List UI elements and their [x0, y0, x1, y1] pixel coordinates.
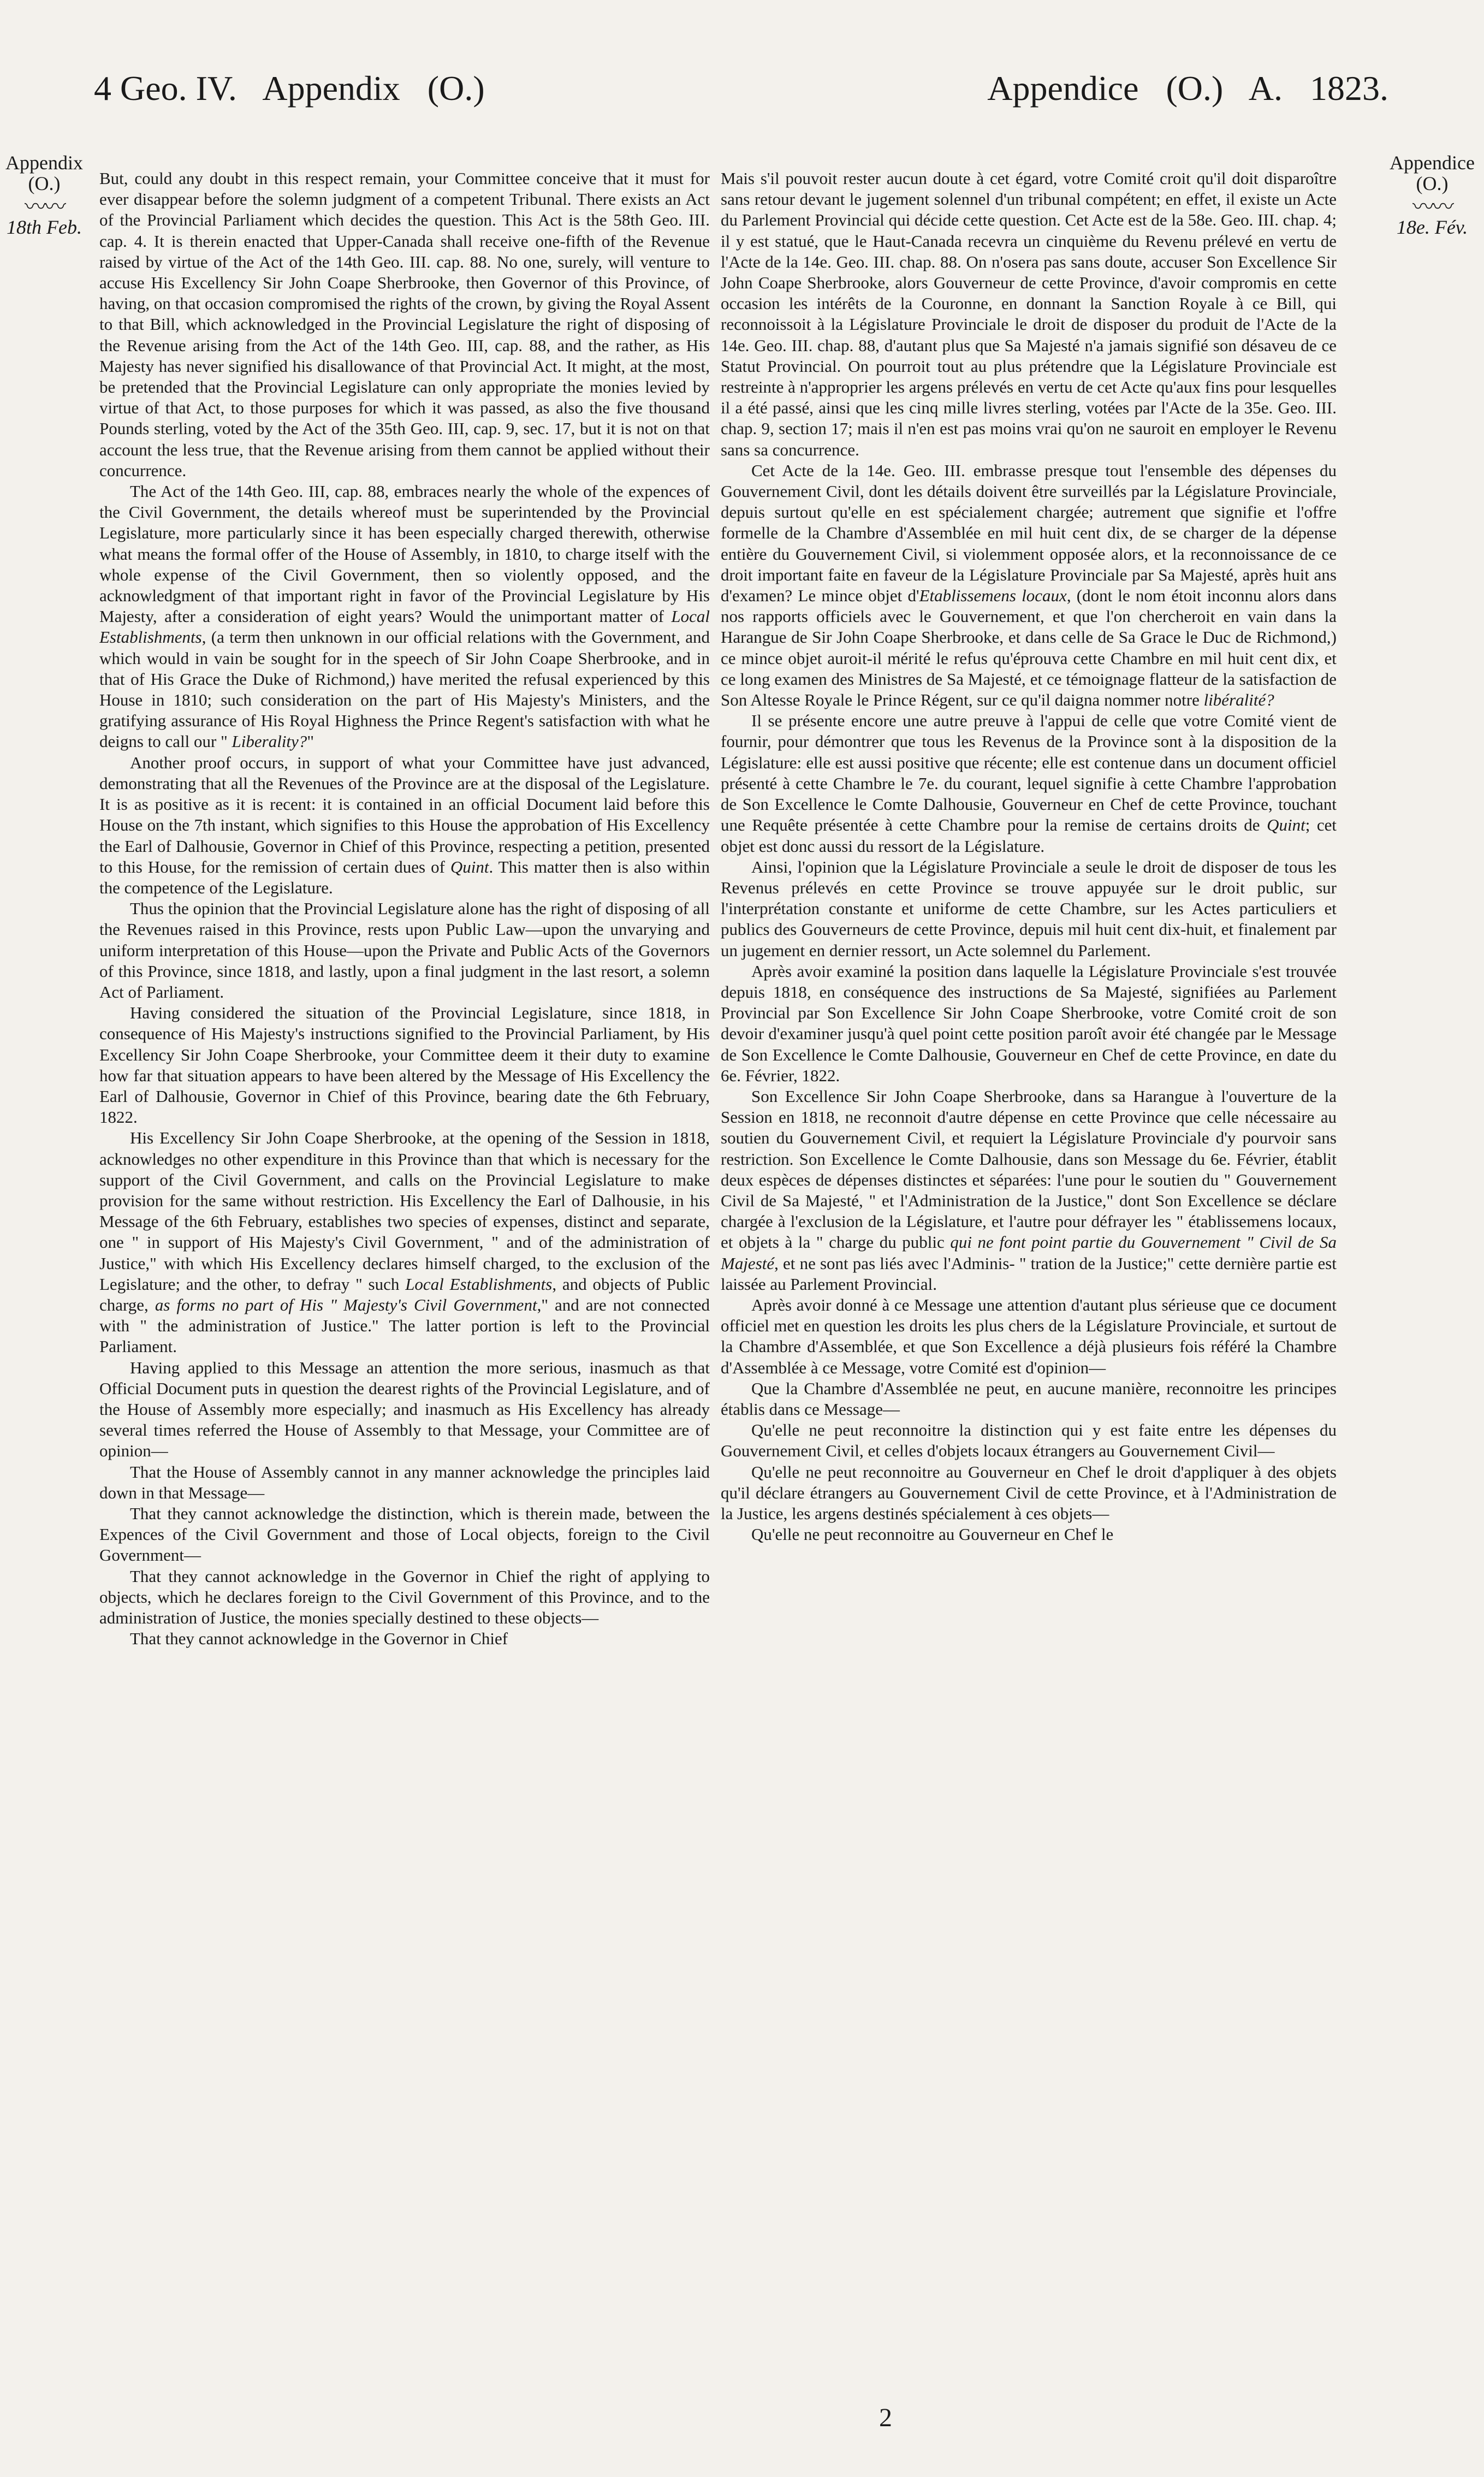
paragraph: Cet Acte de la 14e. Geo. III. embrasse presque tout l'ensemble des dépenses du Gouvernement Civil, dont les détails doivent être surveillés par la Législature Provinciale, depuis surtout qu'elle en est spécialement chargée; autrement que signifie et l'offre formelle de la Chambre d'Assemblée en mil huit cent dix, de se charger de la dépense entière du Gouvernement Civil, si violemment opposée alors, et la reconnoissance de ce droit important faite en faveur de la Législature Provinciale par Sa Majesté, après huit ans d'examen? Le mince objet d'Etablissemens locaux, (dont le nom étoit inconnu alors dans nos rapports officiels avec le Gouvernement, et que l'on chercheroit en vain dans la Harangue de Sir John Coape Sherbrooke, et dans celle de Sa Grace le Duc de Richmond,) ce mince objet auroit-il mérité le refus qu'éprouva cette Chambre en mil huit cent dix, et ce long examen des Ministres de Sa Majesté, et ce témoignage flatteur de la satisfaction de Son Altesse Royale le Prince Régent, sur ce qu'il daigna nommer notre libéralité? [721, 460, 1337, 710]
header-appendix: Appendix [262, 69, 400, 108]
paragraph: Il se présente encore une autre preuve à l'appui de celle que votre Comité vient de fournir, pour démontrer que tous les Revenus de la Province sont à la disposition de la Législature: elle est aussi positive que récente; elle est contenue dans un document officiel présenté à cette Chambre le 7e. du courant, lequel signifie à cette Chambre l'approbation de Son Excellence le Comte Dalhousie, Gouverneur en Chef de cette Province, touchant une Requête présentée à cette Chambre pour la remise de certains droits de Quint; cet objet est donc aussi du ressort de la Législature. [721, 711, 1337, 856]
running-header-left [94, 71, 485, 106]
paragraph: That the House of Assembly cannot in any manner acknowledge the principles laid down in that Message— [99, 1462, 710, 1502]
paragraph: Having applied to this Message an attention the more serious, inasmuch as that Official Document puts in question the dearest rights of the Provincial Legislature, and of the House of Assembly more especially; and inasmuch as His Excellency has already several times referred the House of Assembly to that Message, your Committee are of opinion— [99, 1358, 710, 1461]
paragraph: Après avoir donné à ce Message une attention d'autant plus sérieuse que ce document officiel met en question les droits les plus chers de la Législature Provinciale, et surtout de la Chambre d'Assemblée, et que Son Excellence a déjà plusieurs fois référé la Chambre d'Assemblée à ce Message, votre Comité est d'opinion— [721, 1295, 1337, 1377]
english-column [99, 168, 710, 2391]
paragraph: Qu'elle ne peut reconnoitre au Gouverneur en Chef le droit d'appliquer à des objets qu'il déclare étrangers au Gouvernement Civil de cette Province, et à l'Administration de la Justice, les argens destinés spécialement à ces objets— [721, 1462, 1337, 1523]
page-folio: 2 [879, 2403, 892, 2432]
paragraph: Que la Chambre d'Assemblée ne peut, en aucune manière, reconnoitre les principes établis dans ce Message— [721, 1378, 1337, 1419]
paragraph: But, could any doubt in this respect remain, your Committee conceive that it must for ever disappear before the solemn judgment of a competent Tribunal. There exists an Act of the Provincial Parliament which decides the question. This Act is the 58th Geo. III. cap. 4. It is therein enacted that Upper-Canada shall receive one-fifth of the Revenue raised by virtue of the Act of the 14th Geo. III. cap. 88. No one, surely, will venture to accuse His Excellency Sir John Coape Sherbrooke, then Governor of this Province, of having, on that occasion compromised the rights of the crown, by giving the Royal Assent to that Bill, which acknowledged in the Provincial Legislature the right of disposing of the Revenue arising from the Act of the 14th Geo. III, cap. 88, and the rather, as His Majesty has never signified his disallowance of that Provincial Act. It might, at the most, be pretended that the Provincial Legislature can only appropriate the monies levied by virtue of that Act, to those purposes for which it was passed, as also the five thousand Pounds sterling, voted by the Act of the 35th Geo. III, cap. 9, sec. 17, but it is not on that account the less true, that the Revenue arising from them cannot be applied without their concurrence. [99, 169, 710, 480]
margin-date-fr: 18e. Fév. [1396, 216, 1468, 238]
header-appendice: Appendice [987, 69, 1139, 108]
margin-note-right [1386, 153, 1479, 238]
running-header-right [987, 71, 1388, 106]
paragraph: Thus the opinion that the Provincial Legislature alone has the right of disposing of all the Revenues raised in this Province, rests upon Public Law—upon the unvarying and uniform interpretation of this House—upon the Private and Public Acts of the Governors of this Province, since 1818, and lastly, upon a final judgment in the last resort, a solemn Act of Parliament. [99, 899, 710, 1002]
paragraph: Ainsi, l'opinion que la Législature Provinciale a seule le droit de disposer de tous les Revenus prélevés en cette Province se trouve appuyée sur le droit public, sur l'interprétation constante et uniforme de cette Chambre, sur les Actes particuliers et publics des Gouverneurs de cette Province, depuis mil huit cent dix-huit, et finalement par un jugement en dernier ressort, un Acte solemnel du Parlement. [721, 857, 1337, 960]
margin-appendix: Appendix [5, 152, 83, 174]
paragraph: That they cannot acknowledge the distinction, which is therein made, between the Expences of the Civil Government and those of Local objects, foreign to the Civil Government— [99, 1504, 710, 1565]
margin-mark-fr: (O.) [1416, 172, 1449, 194]
header-year: 1823. [1310, 69, 1388, 108]
paragraph: That they cannot acknowledge in the Governor in Chief [130, 1629, 508, 1649]
margin-note-left [3, 153, 85, 238]
paragraph: Qu'elle ne peut reconnoitre au Gouverneur en Chef le [751, 1525, 1114, 1544]
header-letter: A. [1248, 69, 1283, 108]
swash-ornament: 〰〰 [25, 194, 64, 219]
paragraph: Son Excellence Sir John Coape Sherbrooke, dans sa Harangue à l'ouverture de la Session en 1818, ne reconnoit d'autre dépense en cette Province que celle nécessaire au soutien du Gouvernement Civil, et requiert la Législature Provinciale d'y pourvoir sans restriction. Son Excellence le Comte Dalhousie, dans son Message du 6e. Février, établit deux espèces de dépenses distinctes et séparées: l'une pour le soutien du " Gouvernement Civil de Sa Majesté, " et l'Administration de la Justice," dont Son Excellence se déclare chargée à l'exclusion de la Législature, et l'autre pour défrayer les " établissemens locaux, et objets à la " charge du public qui ne font point partie du Gouvernement " Civil de Sa Majesté, et ne sont pas liés avec l'Adminis- " tration de la Justice;" cette dernière partie est laissée au Parlement Provincial. [721, 1086, 1337, 1294]
header-mark: (O.) [427, 69, 485, 108]
paragraph: Having considered the situation of the Provincial Legislature, since 1818, in consequence of His Majesty's instructions signified to the Provincial Parliament, by His Excellency Sir John Coape Sherbrooke, your Committee deem it their duty to examine how far that situation appears to have been altered by the Message of His Excellency the Earl of Dalhousie, Governor in Chief of this Province, bearing date the 6th February, 1822. [99, 1003, 710, 1127]
paragraph: The Act of the 14th Geo. III, cap. 88, embraces nearly the whole of the expences of the Civil Government, the details whereof must be superintended by the Provincial Legislature, more particularly since it has been especially charged therewith, otherwise what means the formal offer of the House of Assembly, in 1810, to charge itself with the whole expense of the Civil Government, then so violently opposed, and the acknowledgment of that important right in favor of the Provincial Legislature by His Majesty, after a consideration of eight years? Would the unimportant matter of Local Establishments, (a term then unknown in our official relations with the Government, and which would in vain be sought for in the speech of Sir John Coape Sherbrooke, and in that of His Grace the Duke of Richmond,) have merited the refusal experienced by this House in 1810; such consideration on the part of His Majesty's Ministers, and the gratifying assurance of His Royal Highness the Prince Regent's satisfaction with what he deigns to call our " Liberality?" [99, 482, 710, 751]
paragraph: Another proof occurs, in support of what your Committee have just advanced, demonstrating that all the Revenues of the Province are at the disposal of the Legislature. It is as positive as it is recent: it is contained in an official Document laid before this House on the 7th instant, which signifies to this House the approbation of His Excellency the Earl of Dalhousie, Governor in Chief of this Province, respecting a petition, presented to this House, for the remission of certain dues of Quint. This matter then is also within the competence of the Legislature. [99, 752, 710, 897]
margin-appendice: Appendice [1390, 152, 1475, 174]
header-session: 4 Geo. IV. [94, 69, 237, 108]
margin-mark: (O.) [28, 172, 61, 194]
header-mark-fr: (O.) [1166, 69, 1224, 108]
paragraph: His Excellency Sir John Coape Sherbrooke, at the opening of the Session in 1818, acknowledges no other expenditure in this Province than that which is necessary for the support of the Civil Government, and calls on the Provincial Legislature to make provision for the same without restriction. His Excellency the Earl of Dalhousie, in his Message of the 6th February, establishes two species of expenses, distinct and separate, one " in support of His Majesty's Civil Government, " and of the administration of Justice," with which His Excellency declares himself charged, to the exclusion of the Legislature; and the other, to defray " such Local Establishments, and objects of Public charge, as forms no part of His " Majesty's Civil Government," and are not connected with " the administration of Justice." The latter portion is left to the Provincial Parliament. [99, 1128, 710, 1356]
french-column [721, 168, 1337, 2391]
margin-date: 18th Feb. [7, 216, 82, 238]
paragraph: Après avoir examiné la position dans laquelle la Législature Provinciale s'est trouvée depuis 1818, en conséquence des instructions de Sa Majesté, signifiées au Parlement Provincial par Son Excellence Sir John Coape Sherbrooke, votre Comité croit de son devoir d'examiner jusqu'à quel point cette position paroît avoir été changée par le Message de Son Excellence le Comte Dalhousie, Gouverneur en Chef de cette Province, en date du 6e. Février, 1822. [721, 961, 1337, 1085]
swash-ornament-fr: 〰〰 [1412, 194, 1452, 219]
paragraph: Qu'elle ne peut reconnoitre la distinction qui y est faite entre les dépenses du Gouvernement Civil, et celles d'objets locaux étrangers au Gouvernement Civil— [721, 1420, 1337, 1461]
paragraph: Mais s'il pouvoit rester aucun doute à cet égard, votre Comité croit qu'il doit disparoître sans retour devant le jugement solennel d'un tribunal compétent; en effet, il existe un Acte du Parlement Provincial qui décide cette question. Cet Acte est de la 58e. Geo. III. chap. 4; il y est statué, que le Haut-Canada recevra un cinquième du Revenu prélevé en vertu de l'Acte de la 14e. Geo. III. chap. 88. On n'osera pas sans doute, accuser Son Excellence Sir John Coape Sherbrooke, alors Gouverneur de cette Province, d'avoir compromis en cette occasion les intérêts de la Couronne, en donnant la Sanction Royale à ce Bill, qui reconnoissoit à la Législature Provinciale le droit de disposer du produit de l'Acte de la 14e. Geo. III. chap. 88, d'autant plus que Sa Majesté n'a jamais signifié son désaveu de ce Statut Provincial. On pourroit tout au plus prétendre que la Législature Provinciale est restreinte à n'approprier les argens prélevés en vertu de cet Acte qu'aux fins pour lesquelles il a été passé, ainsi que les cinq mille livres sterling, votées par l'Acte de la 35e. Geo. III. chap. 9, section 17; mais il n'en est pas moins vrai qu'on ne sauroit en employer le Revenu sans sa concurrence. [721, 169, 1337, 459]
paragraph: That they cannot acknowledge in the Governor in Chief the right of applying to objects, which he declares foreign to the Civil Government of this Province, and to the administration of Justice, the monies specially destined to these objects— [99, 1566, 710, 1628]
